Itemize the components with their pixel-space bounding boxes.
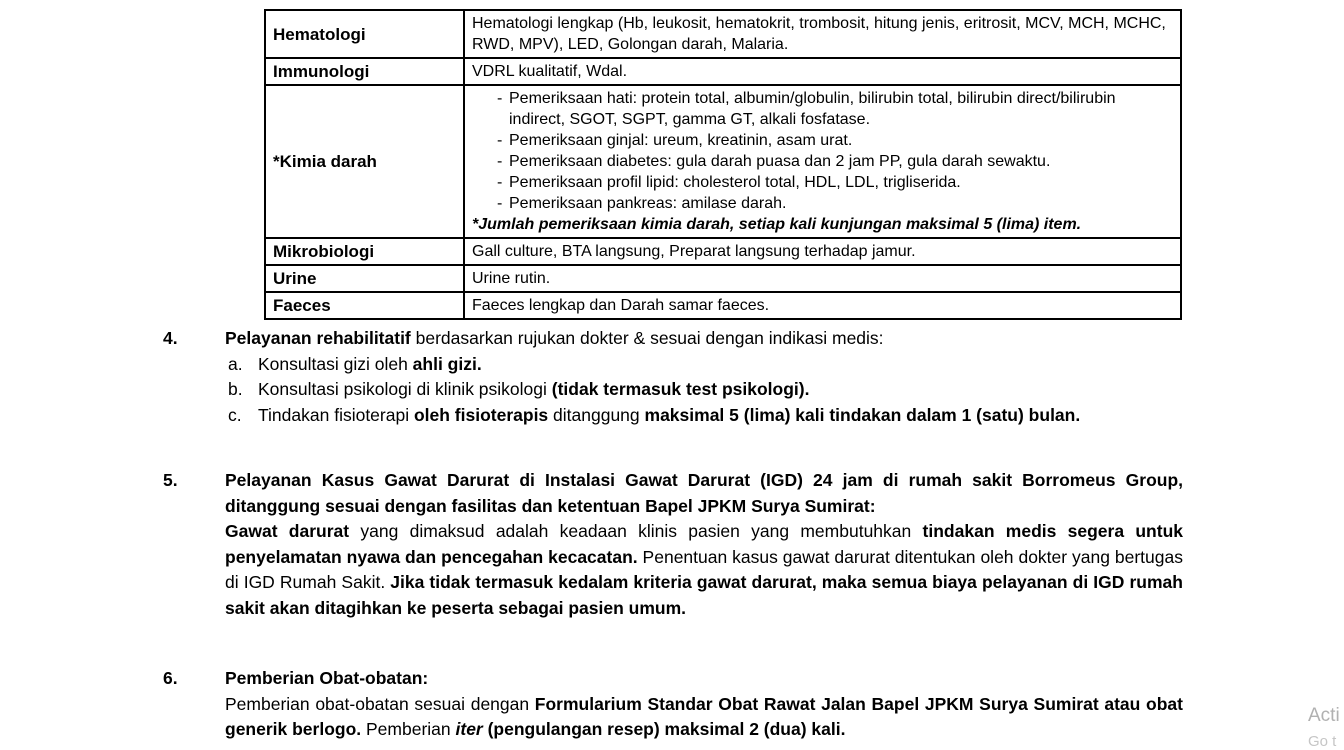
row-content-text: [472, 241, 1173, 262]
item-4-number: 4.: [163, 328, 178, 348]
text-run: tindakan medis segera untuk penyelamatan nyawa dan pencegahan kecacatan.: [225, 521, 1184, 567]
text-run: iter: [455, 719, 483, 739]
row-content-cell: [464, 238, 1181, 265]
row-content-text: [472, 268, 1173, 289]
text-run: Tindakan fisioterapi: [258, 404, 414, 425]
row-content-cell: [464, 85, 1181, 238]
text-run: VDRL kualitatif, Wdal.: [472, 63, 628, 80]
text-run: Pelayanan rehabilitatif: [225, 328, 411, 348]
bullet-item: [472, 151, 1173, 172]
bullet-dash: -: [497, 195, 503, 212]
bullet-item: [472, 130, 1173, 151]
row-content-cell: [464, 292, 1181, 319]
sub-item-letter: b.: [228, 379, 243, 399]
sub-item-letter: c.: [228, 404, 242, 425]
sub-item: [228, 403, 1183, 429]
item-5-number: 5.: [163, 470, 178, 490]
text-run: (pengulangan resep) maksimal 2 (dua) kali.: [482, 719, 846, 739]
table-row: [265, 58, 1181, 85]
text-run: Urine rutin.: [472, 270, 551, 287]
sub-item-text: [258, 352, 1183, 378]
row-label-cell: Faeces: [265, 292, 464, 319]
kimia-darah-note: *Jumlah pemeriksaan kimia darah, setiap kali kunjungan maksimal 5 (lima) item.: [472, 216, 1082, 233]
lab-table-body: [265, 10, 1181, 319]
table-row: [265, 85, 1181, 238]
row-content-text: [472, 61, 1173, 82]
paragraph: [225, 519, 1183, 621]
row-label-cell: *Kimia darah: [265, 85, 464, 238]
text-run: Formularium Standar Obat Rawat Jalan Bapel JPKM Surya Sumirat atau obat generik berlogo.: [225, 693, 1183, 739]
row-content-text: [472, 13, 1173, 55]
text-run: Jika tidak termasuk kedalam kriteria gawat darurat, maka semua biaya pelayanan di IGD rumah sakit akan ditagihkan ke peserta sebagai pasien umum.: [225, 572, 1183, 618]
paragraph: [225, 468, 1183, 519]
table-row: [265, 238, 1181, 265]
bullet-dash: -: [497, 174, 503, 191]
table-row: [265, 10, 1181, 58]
row-label-cell: Urine: [265, 265, 464, 292]
item-6-number: 6.: [163, 668, 178, 688]
bullet-item: [472, 88, 1173, 130]
text-run: Gall culture, BTA langsung, Preparat langsung terhadap jamur.: [472, 243, 916, 260]
table-row: [265, 265, 1181, 292]
activate-windows-watermark: Acti: [1308, 705, 1340, 726]
paragraph: [225, 692, 1183, 743]
sub-item-letter: a.: [228, 353, 243, 374]
text-run: Faeces lengkap dan Darah samar faeces.: [472, 297, 770, 314]
row-content-text: [472, 295, 1173, 316]
text-run: Konsultasi gizi oleh: [258, 353, 413, 374]
bullet-dash: -: [497, 153, 503, 170]
bullet-dash: -: [497, 90, 503, 107]
bullet-text: Pemeriksaan ginjal: ureum, kreatinin, asam urat.: [509, 132, 853, 149]
bullet-item: [472, 172, 1173, 193]
bullet-text: Pemeriksaan profil lipid: cholesterol total, HDL, LDL, trigliserida.: [509, 174, 961, 191]
text-run: Konsultasi psikologi di klinik psikologi: [258, 379, 552, 399]
text-run: Pemberian obat-obatan sesuai dengan: [225, 693, 535, 714]
bullet-dash: -: [497, 132, 503, 149]
list-item-4: [163, 326, 1183, 428]
item-4-sub-list: [225, 352, 1183, 429]
text-run: ahli gizi.: [412, 353, 482, 374]
paragraph: [225, 666, 1183, 692]
bullet-text: Pemeriksaan diabetes: gula darah puasa dan 2 jam PP, gula darah sewaktu.: [509, 153, 1051, 170]
text-run: oleh fisioterapis: [413, 404, 549, 425]
text-run: Hematologi lengkap (Hb, leukosit, hematokrit, trombosit, hitung jenis, eritrosit, MCV, MCH, MCHC, RWD, MPV), LED, Golongan darah, Malaria.: [472, 15, 1166, 53]
item-6-content: [225, 666, 1183, 743]
row-content-cell: [464, 10, 1181, 58]
text-run: berdasarkan rujukan dokter & sesuai dengan indikasi medis:: [410, 328, 884, 348]
watermark-second-line: Go t: [1308, 733, 1337, 750]
text-run: Pemberian Obat-obatan:: [225, 668, 429, 688]
row-label-cell: Immunologi: [265, 58, 464, 85]
text-run: ditanggung: [548, 404, 645, 425]
item-4-intro: [225, 326, 1183, 352]
list-item-5: [163, 468, 1183, 621]
item-4-content: [225, 326, 1183, 428]
row-label-cell: Hematologi: [265, 10, 464, 58]
item-5-content: [225, 468, 1183, 621]
text-run: Gawat darurat: [225, 521, 350, 541]
text-run: yang dimaksud adalah keadaan klinis pasien yang membutuhkan: [349, 521, 923, 541]
sub-item: [228, 352, 1183, 378]
lab-services-table: [264, 9, 1182, 320]
bullet-text: Pemeriksaan pankreas: amilase darah.: [509, 195, 787, 212]
text-run: Penentuan kasus gawat darurat ditentukan oleh dokter yang bertugas di IGD Rumah Sakit.: [225, 546, 1183, 592]
table-row: [265, 292, 1181, 319]
bullet-text: Pemeriksaan hati: protein total, albumin/globulin, bilirubin total, bilirubin direct/bilirubin indirect, SGOT, SGPT, gamma GT, alkali fosfatase.: [509, 90, 1116, 128]
sub-item-text: [258, 403, 1183, 429]
row-content-cell: [464, 265, 1181, 292]
text-run: Pemberian: [361, 719, 456, 739]
list-item-6: [163, 666, 1183, 743]
sub-item-text: [258, 377, 1183, 403]
bullet-item: [472, 193, 1173, 214]
text-run: (tidak termasuk test psikologi).: [551, 379, 810, 399]
sub-item: [228, 377, 1183, 403]
text-run: Pelayanan Kasus Gawat Darurat di Instalasi Gawat Darurat (IGD) 24 jam di rumah sakit Borromeus Group, ditanggung sesuai dengan fasilitas dan ketentuan Bapel JPKM Surya Sumirat:: [225, 470, 1183, 516]
row-label-cell: Mikrobiologi: [265, 238, 464, 265]
row-content-cell: [464, 58, 1181, 85]
text-run: maksimal 5 (lima) kali tindakan dalam 1 (satu) bulan.: [644, 404, 1081, 425]
